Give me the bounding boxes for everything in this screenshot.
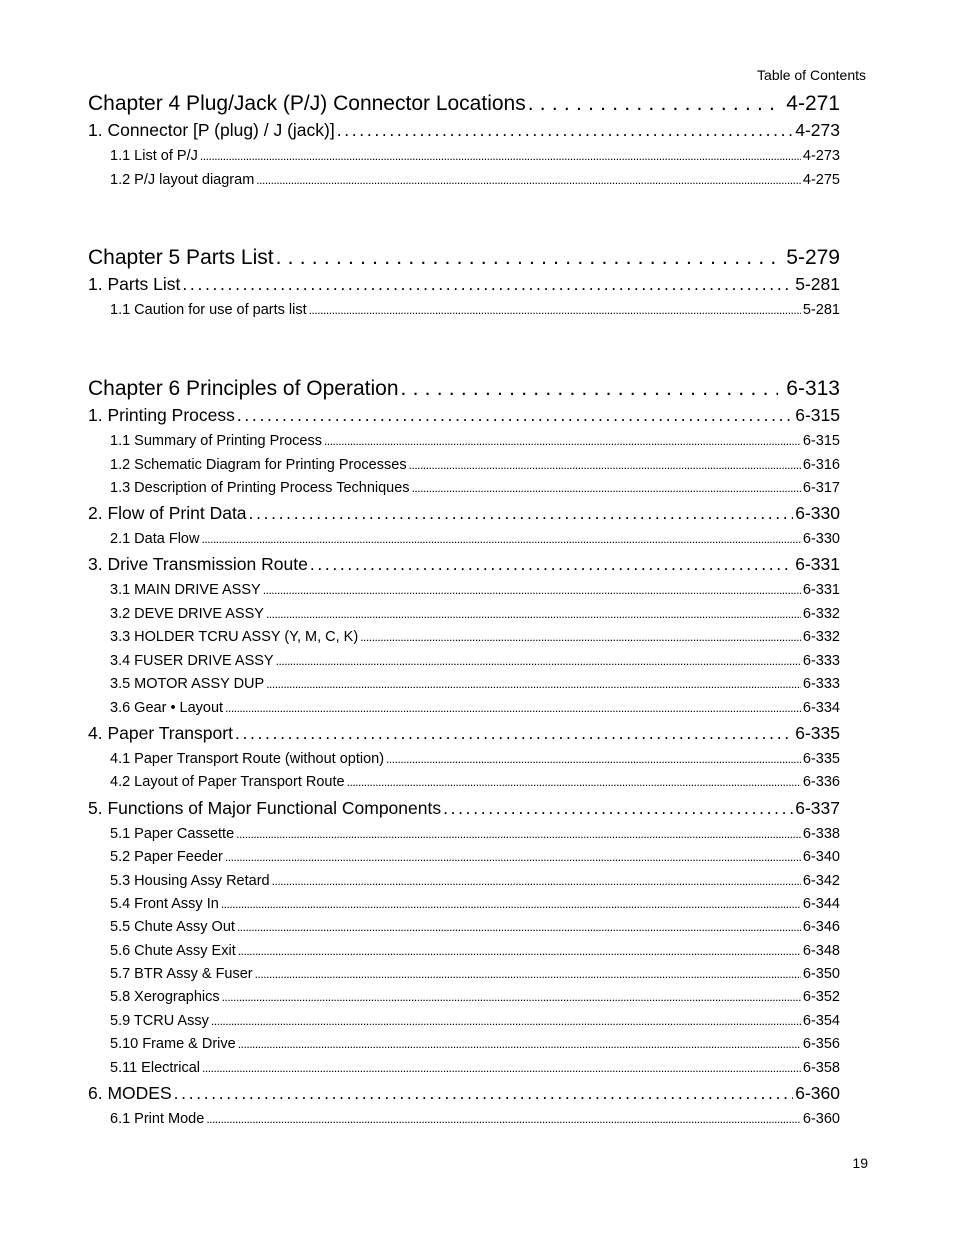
running-header: Table of Contents — [757, 67, 866, 83]
toc-entry-page: 6-332 — [802, 606, 840, 622]
toc-entry-page: 4-275 — [802, 172, 840, 188]
toc-entry-page: 6-337 — [795, 798, 840, 818]
toc-entry-page: 4-273 — [795, 120, 840, 140]
dot-leader — [174, 1083, 794, 1104]
toc-entry-page: 6-360 — [795, 1083, 840, 1103]
toc-entry-title: 6. MODES — [88, 1083, 172, 1103]
toc-entry-page: 6-331 — [795, 554, 840, 574]
toc-sub-entry[interactable] — [110, 653, 840, 671]
toc-sub-entry[interactable] — [110, 896, 840, 914]
toc-entry-page: 6-315 — [802, 433, 840, 449]
dot-leader — [238, 943, 801, 959]
toc-entry-page: 5-279 — [786, 246, 840, 269]
dot-leader — [276, 653, 801, 669]
toc-entry-title: Chapter 4 Plug/Jack (P/J) Connector Locations — [88, 92, 526, 115]
toc-sub-entry[interactable] — [110, 457, 840, 475]
toc-sub-entry[interactable] — [110, 1060, 840, 1078]
toc-sub-entry[interactable] — [110, 531, 840, 549]
toc-entry-title: 5.9 TCRU Assy — [110, 1013, 209, 1029]
toc-entry-page: 6-335 — [795, 723, 840, 743]
toc-sub-entry[interactable] — [110, 943, 840, 961]
toc-entry-title: 5.6 Chute Assy Exit — [110, 943, 236, 959]
toc-entry-title: 5.5 Chute Assy Out — [110, 919, 235, 935]
toc-sub-entry[interactable] — [110, 826, 840, 844]
toc-entry-page: 6-340 — [802, 849, 840, 865]
toc-entry-title: 5.3 Housing Assy Retard — [110, 873, 270, 889]
dot-leader — [337, 120, 794, 141]
dot-leader — [309, 302, 801, 318]
toc-entry-title: 1.1 Summary of Printing Process — [110, 433, 322, 449]
toc-entry-title: 5.2 Paper Feeder — [110, 849, 223, 865]
toc-entry-page: 6-335 — [802, 751, 840, 767]
dot-leader — [443, 798, 793, 819]
dot-leader — [225, 849, 801, 865]
dot-leader — [225, 700, 801, 716]
toc-entry-title: 1.3 Description of Printing Process Techniques — [110, 480, 410, 496]
dot-leader — [266, 606, 801, 622]
toc-entry-title: 5.10 Frame & Drive — [110, 1036, 236, 1052]
dot-leader — [211, 1013, 801, 1029]
toc-entry-title: 3.2 DEVE DRIVE ASSY — [110, 606, 264, 622]
dot-leader — [360, 629, 801, 645]
toc-chapter-entry[interactable] — [88, 246, 840, 272]
toc-sub-entry[interactable] — [110, 989, 840, 1007]
dot-leader — [238, 1036, 801, 1052]
toc-entry-page: 6-354 — [802, 1013, 840, 1029]
toc-sub-entry[interactable] — [110, 873, 840, 891]
toc-sub-entry[interactable] — [110, 629, 840, 647]
toc-entry-title: 3.5 MOTOR ASSY DUP — [110, 676, 265, 692]
dot-leader — [310, 554, 793, 575]
toc-entry-title: 3.6 Gear • Layout — [110, 700, 224, 716]
toc-section-entry[interactable] — [88, 1083, 840, 1105]
toc-section-entry[interactable] — [88, 274, 840, 296]
toc-chapter-entry[interactable] — [88, 377, 840, 403]
toc-entry-title: 5.1 Paper Cassette — [110, 826, 235, 842]
toc-entry-title: 4.1 Paper Transport Route (without option) — [110, 751, 385, 767]
toc-sub-entry[interactable] — [110, 700, 840, 718]
toc-sub-entry[interactable] — [110, 751, 840, 769]
toc-entry-title: Chapter 6 Principles of Operation — [88, 377, 399, 400]
dot-leader — [236, 826, 801, 842]
toc-section-entry[interactable] — [88, 120, 840, 142]
dot-leader — [182, 274, 793, 295]
toc-entry-page: 4-271 — [786, 92, 840, 115]
toc-sub-entry[interactable] — [110, 919, 840, 937]
toc-entry-title: 1. Parts List — [88, 274, 181, 294]
toc-sub-entry[interactable] — [110, 433, 840, 451]
dot-leader — [409, 457, 801, 473]
toc-entry-page: 6-316 — [802, 457, 840, 473]
toc-section-entry[interactable] — [88, 405, 840, 427]
dot-leader — [256, 172, 801, 188]
toc-entry-title: 5.8 Xerographics — [110, 989, 220, 1005]
toc-entry-page: 6-350 — [802, 966, 840, 982]
toc-entry-title: 4.2 Layout of Paper Transport Route — [110, 774, 345, 790]
toc-sub-entry[interactable] — [110, 1013, 840, 1031]
toc-entry-page: 6-334 — [802, 700, 840, 716]
dot-leader — [221, 896, 801, 912]
toc-entry-title: 6.1 Print Mode — [110, 1111, 205, 1127]
toc-section-entry[interactable] — [88, 723, 840, 745]
toc-entry-title: 1. Connector [P (plug) / J (jack)] — [88, 120, 335, 140]
dot-leader — [276, 246, 779, 270]
toc-sub-entry[interactable] — [110, 676, 840, 694]
toc-entry-title: 5. Functions of Major Functional Components — [88, 798, 442, 818]
toc-entry-page: 6-330 — [795, 503, 840, 523]
toc-entry-title: 3. Drive Transmission Route — [88, 554, 308, 574]
toc-entry-page: 6-332 — [802, 629, 840, 645]
toc-sub-entry[interactable] — [110, 480, 840, 498]
dot-leader — [412, 480, 801, 496]
toc-entry-title: 1.1 List of P/J — [110, 148, 198, 164]
page-number: 19 — [852, 1155, 868, 1171]
dot-leader — [200, 148, 801, 164]
dot-leader — [528, 92, 779, 116]
dot-leader — [237, 919, 801, 935]
toc-entry-title: 3.4 FUSER DRIVE ASSY — [110, 653, 274, 669]
toc-sub-entry[interactable] — [110, 582, 840, 600]
toc-sub-entry[interactable] — [110, 302, 840, 320]
toc-entry-page: 6-331 — [802, 582, 840, 598]
toc-entry-page: 6-315 — [795, 405, 840, 425]
toc-entry-title: 5.7 BTR Assy & Fuser — [110, 966, 253, 982]
toc-sub-entry[interactable] — [110, 172, 840, 190]
toc-entry-title: 5.11 Electrical — [110, 1060, 200, 1076]
toc-section-entry[interactable] — [88, 554, 840, 576]
toc-entry-title: 2. Flow of Print Data — [88, 503, 247, 523]
toc-entry-page: 6-358 — [802, 1060, 840, 1076]
toc-entry-title: 1.1 Caution for use of parts list — [110, 302, 307, 318]
toc-entry-page: 6-336 — [802, 774, 840, 790]
toc-entry-title: 1.2 Schematic Diagram for Printing Processes — [110, 457, 407, 473]
dot-leader — [222, 989, 801, 1005]
toc-entry-page: 6-352 — [802, 989, 840, 1005]
toc-sub-entry[interactable] — [110, 1111, 840, 1129]
toc-entry-title: 3.1 MAIN DRIVE ASSY — [110, 582, 261, 598]
toc-entry-page: 6-348 — [802, 943, 840, 959]
dot-leader — [347, 774, 801, 790]
toc-entry-title: 2.1 Data Flow — [110, 531, 200, 547]
toc-entry-page: 6-333 — [802, 676, 840, 692]
toc-entry-page: 6-342 — [802, 873, 840, 889]
dot-leader — [266, 676, 801, 692]
toc-entry-page: 6-360 — [802, 1111, 840, 1127]
toc-entry-page: 4-273 — [802, 148, 840, 164]
toc-sub-entry[interactable] — [110, 148, 840, 166]
dot-leader — [249, 503, 794, 524]
toc-entry-page: 6-313 — [786, 377, 840, 400]
toc-entry-page: 6-344 — [802, 896, 840, 912]
dot-leader — [263, 582, 801, 598]
toc-entry-title: 5.4 Front Assy In — [110, 896, 219, 912]
dot-leader — [206, 1111, 801, 1127]
toc-sub-entry[interactable] — [110, 1036, 840, 1054]
toc-entry-title: 3.3 HOLDER TCRU ASSY (Y, M, C, K) — [110, 629, 359, 645]
toc-entry-title: 4. Paper Transport — [88, 723, 233, 743]
toc-entry-page: 5-281 — [795, 274, 840, 294]
toc-sub-entry[interactable] — [110, 606, 840, 624]
dot-leader — [202, 1060, 801, 1076]
dot-leader — [401, 377, 779, 401]
toc-entry-page: 6-356 — [802, 1036, 840, 1052]
toc-entry-page: 6-338 — [802, 826, 840, 842]
dot-leader — [237, 405, 793, 426]
toc-entry-page: 6-333 — [802, 653, 840, 669]
toc-chapter-entry[interactable] — [88, 92, 840, 118]
toc-entry-page: 6-330 — [802, 531, 840, 547]
toc-sub-entry[interactable] — [110, 774, 840, 792]
dot-leader — [272, 873, 801, 889]
dot-leader — [235, 723, 793, 744]
dot-leader — [386, 751, 801, 767]
toc-sub-entry[interactable] — [110, 966, 840, 984]
toc-entry-page: 6-317 — [802, 480, 840, 496]
toc-entry-page: 6-346 — [802, 919, 840, 935]
toc-sub-entry[interactable] — [110, 849, 840, 867]
toc-entry-page: 5-281 — [802, 302, 840, 318]
dot-leader — [201, 531, 800, 547]
toc-entry-title: 1.2 P/J layout diagram — [110, 172, 255, 188]
dot-leader — [324, 433, 801, 449]
toc-entry-title: 1. Printing Process — [88, 405, 235, 425]
dot-leader — [255, 966, 801, 982]
toc-section-entry[interactable] — [88, 798, 840, 820]
toc-entry-title: Chapter 5 Parts List — [88, 246, 274, 269]
toc-section-entry[interactable] — [88, 503, 840, 525]
